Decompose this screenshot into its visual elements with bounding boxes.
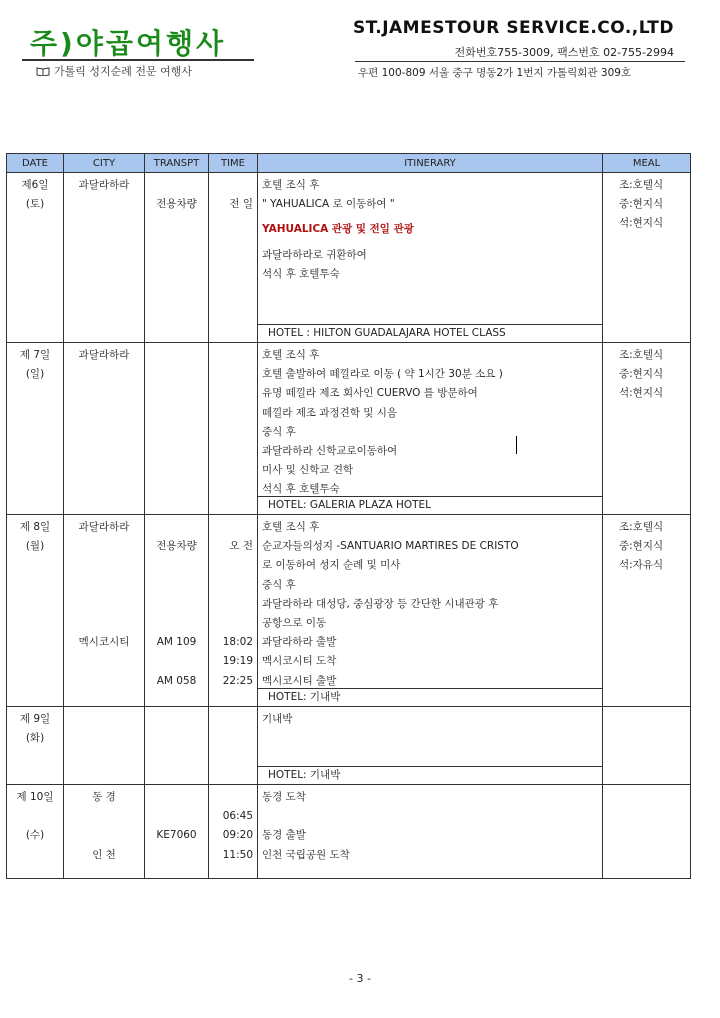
date-cell-line: (수) bbox=[25, 829, 45, 842]
table-row bbox=[7, 785, 691, 879]
itinerary-line: 떼낄라 제조 과정견학 및 시음 bbox=[262, 406, 398, 419]
itinerary-line: 석식 후 호텔투숙 bbox=[262, 483, 340, 496]
meal-cell-line: 석:현지식 bbox=[619, 217, 664, 230]
city-cell-line: 인 천 bbox=[92, 848, 116, 861]
time-cell bbox=[209, 343, 258, 515]
transport-cell bbox=[145, 343, 209, 515]
time-cell-line bbox=[209, 595, 257, 614]
meal-cell bbox=[603, 343, 691, 515]
date-cell bbox=[7, 707, 64, 785]
time-cell-line: 06:45 bbox=[222, 810, 253, 823]
time-cell bbox=[209, 173, 258, 343]
date-cell-line: 제6일 bbox=[21, 179, 49, 191]
itinerary-line bbox=[258, 807, 602, 826]
itinerary-table bbox=[6, 153, 691, 879]
itinerary-line: 호텔 출발하여 떼낄라로 이동 ( 약 1시간 30분 소요 ) bbox=[262, 368, 503, 381]
time-cell bbox=[209, 785, 258, 879]
postal-address: 우편 100-809 서울 중구 명동2가 1번지 가톨릭회관 309호 bbox=[358, 67, 632, 79]
header-divider-right bbox=[355, 61, 685, 62]
city-cell bbox=[64, 173, 145, 343]
date-cell-line bbox=[7, 807, 63, 826]
column-header-date: DATE bbox=[7, 154, 64, 173]
itinerary-cell bbox=[258, 515, 603, 707]
transport-cell bbox=[145, 173, 209, 343]
itinerary-line: 미사 및 신학교 견학 bbox=[262, 464, 354, 477]
itinerary-line: 동경 도착 bbox=[262, 791, 306, 803]
hotel-line: HOTEL: 기내박 bbox=[258, 766, 602, 784]
date-cell bbox=[7, 343, 64, 515]
transport-cell bbox=[145, 515, 209, 707]
hotel-line: HOTEL : HILTON GUADALAJARA HOTEL CLASS bbox=[258, 324, 602, 342]
itinerary-line: 멕시코시티 출발 bbox=[262, 674, 337, 687]
text-cursor bbox=[516, 436, 517, 454]
itinerary-line: 로 이동하여 성지 순례 및 미사 bbox=[262, 559, 401, 572]
city-cell-line bbox=[64, 826, 144, 845]
date-cell-line: 제 8일 bbox=[19, 521, 51, 533]
time-cell bbox=[209, 515, 258, 707]
itinerary-line: 과달라하라로 귀환하여 bbox=[262, 248, 367, 261]
meal-cell bbox=[603, 515, 691, 707]
itinerary-line: 과달라하라 대성당, 중심광장 등 간단한 시내관광 후 bbox=[262, 597, 499, 610]
city-cell-line bbox=[64, 556, 144, 575]
itinerary-line: 공항으로 이동 bbox=[262, 616, 327, 629]
itinerary-line: 중식 후 bbox=[262, 425, 296, 438]
transport-cell-line bbox=[145, 518, 208, 537]
column-header-itinerary: ITINERARY bbox=[258, 154, 603, 173]
page-number: - 3 - bbox=[349, 972, 371, 985]
city-cell-line bbox=[64, 537, 144, 556]
time-cell-line: 전 일 bbox=[229, 198, 253, 211]
table-row bbox=[7, 343, 691, 515]
transport-cell-line bbox=[145, 807, 208, 826]
meal-cell-line: 조:호텔식 bbox=[619, 521, 664, 533]
itinerary-line: 순교자들의성지 -SANTUARIO MARTIRES DE CRISTO bbox=[262, 540, 519, 553]
itinerary-line: 호텔 조식 후 bbox=[262, 349, 320, 361]
transport-cell-line: AM 109 bbox=[156, 636, 197, 649]
time-cell-line: 오 전 bbox=[229, 540, 253, 553]
itinerary-cell bbox=[258, 785, 603, 879]
city-cell bbox=[64, 515, 145, 707]
time-cell-line bbox=[209, 518, 257, 537]
city-cell bbox=[64, 785, 145, 879]
transport-cell-line bbox=[145, 788, 208, 807]
time-cell-line bbox=[209, 556, 257, 575]
hotel-line: HOTEL: GALERIA PLAZA HOTEL bbox=[258, 496, 602, 514]
date-cell-line: 제 9일 bbox=[19, 713, 51, 725]
itinerary-line: " YAHUALICA 로 이동하여 " bbox=[262, 198, 395, 211]
time-cell-line: 22:25 bbox=[222, 674, 253, 687]
city-cell bbox=[64, 343, 145, 515]
column-header-meal: MEAL bbox=[603, 154, 691, 173]
transport-cell-line: 전용차량 bbox=[156, 540, 197, 553]
itinerary-line: 중식 후 bbox=[262, 578, 296, 591]
transport-cell-line bbox=[145, 576, 208, 595]
time-cell-line bbox=[209, 576, 257, 595]
date-cell bbox=[7, 515, 64, 707]
itinerary-line: 과달라하라 신학교로이동하여 bbox=[262, 444, 398, 457]
itinerary-line: 인천 국립공원 도착 bbox=[262, 848, 350, 861]
company-name-block bbox=[30, 22, 226, 62]
transport-cell-line bbox=[145, 614, 208, 633]
city-cell bbox=[64, 707, 145, 785]
itinerary-line: 석식 후 호텔투숙 bbox=[262, 267, 340, 280]
meal-cell-line: 중:현지식 bbox=[619, 368, 664, 381]
meal-cell-line: 중:현지식 bbox=[619, 198, 664, 211]
date-cell bbox=[7, 173, 64, 343]
itinerary-line: 기내박 bbox=[262, 713, 293, 725]
meal-cell bbox=[603, 173, 691, 343]
transport-cell-line: AM 058 bbox=[156, 674, 197, 687]
transport-cell bbox=[145, 707, 209, 785]
transport-cell bbox=[145, 785, 209, 879]
meal-cell-line: 석:현지식 bbox=[619, 387, 664, 400]
time-cell-line bbox=[209, 176, 257, 195]
date-cell-line: (화) bbox=[25, 732, 45, 745]
time-cell bbox=[209, 707, 258, 785]
tagline bbox=[36, 63, 192, 79]
itinerary-line: YAHUALICA 관광 및 전일 관광 bbox=[262, 223, 414, 236]
meal-cell-line: 조:호텔식 bbox=[619, 349, 664, 361]
city-cell-line: 과달라하라 bbox=[78, 521, 130, 533]
company-name: 주)야곱여행사 bbox=[30, 27, 227, 60]
itinerary-line: 호텔 조식 후 bbox=[262, 521, 320, 533]
meal-cell bbox=[603, 785, 691, 879]
date-cell bbox=[7, 785, 64, 879]
itinerary-cell bbox=[258, 707, 603, 785]
date-cell-line: 제 10일 bbox=[16, 791, 54, 803]
brand-name: ST.JAMESTOUR SERVICE.CO.,LTD bbox=[352, 18, 674, 38]
book-icon bbox=[36, 67, 50, 76]
brand-block bbox=[353, 18, 674, 38]
itinerary-line: 동경 출발 bbox=[262, 829, 306, 842]
itinerary-cell bbox=[258, 173, 603, 343]
time-cell-line: 18:02 bbox=[222, 636, 253, 649]
itinerary-line: 유명 떼낄라 제조 회사인 CUERVO 를 방문하여 bbox=[262, 387, 478, 400]
hotel-line: HOTEL: 기내박 bbox=[258, 688, 602, 706]
city-cell-line bbox=[64, 576, 144, 595]
itinerary-line: 멕시코시티 도착 bbox=[262, 655, 337, 668]
column-header-city: CITY bbox=[64, 154, 145, 173]
table-row bbox=[7, 173, 691, 343]
transport-cell-line bbox=[145, 176, 208, 195]
date-cell-line: (일) bbox=[25, 368, 45, 381]
time-cell-line bbox=[209, 614, 257, 633]
city-cell-line: 과달라하라 bbox=[78, 179, 130, 191]
date-cell-line: (월) bbox=[25, 540, 45, 553]
city-cell-line: 동 경 bbox=[92, 791, 116, 803]
transport-cell-line bbox=[145, 556, 208, 575]
column-header-time: TIME bbox=[209, 154, 258, 173]
tagline-text: 가톨릭 성지순례 전문 여행사 bbox=[54, 65, 193, 78]
time-cell-line bbox=[209, 788, 257, 807]
itinerary-line: 과달라하라 출발 bbox=[262, 636, 337, 649]
contact-info: 전화번호755-3009, 팩스번호 02-755-2994 bbox=[454, 46, 674, 59]
transport-cell-line bbox=[145, 652, 208, 671]
time-cell-line: 19:19 bbox=[222, 655, 253, 668]
table-row bbox=[7, 707, 691, 785]
itinerary-line: 호텔 조식 후 bbox=[262, 179, 320, 191]
city-cell-line bbox=[64, 595, 144, 614]
city-cell-line: 멕시코시티 bbox=[78, 636, 130, 649]
header-divider-left bbox=[22, 59, 254, 61]
column-header-transpt: TRANSPT bbox=[145, 154, 209, 173]
transport-cell-line: 전용차량 bbox=[156, 198, 197, 211]
city-cell-line bbox=[64, 807, 144, 826]
time-cell-line: 09:20 bbox=[222, 829, 253, 842]
itinerary-cell bbox=[258, 343, 603, 515]
transport-cell-line bbox=[145, 595, 208, 614]
meal-cell bbox=[603, 707, 691, 785]
city-cell-line bbox=[64, 614, 144, 633]
transport-cell-line: KE7060 bbox=[156, 829, 197, 842]
time-cell-line: 11:50 bbox=[222, 848, 253, 861]
meal-cell-line: 조:호텔식 bbox=[619, 179, 664, 191]
meal-cell-line: 석:자유식 bbox=[619, 559, 664, 572]
table-header-row bbox=[7, 154, 691, 173]
date-cell-line: 제 7일 bbox=[19, 349, 51, 361]
table-row bbox=[7, 515, 691, 707]
meal-cell-line: 중:현지식 bbox=[619, 540, 664, 553]
date-cell-line: (토) bbox=[25, 198, 45, 211]
city-cell-line: 과달라하라 bbox=[78, 349, 130, 361]
